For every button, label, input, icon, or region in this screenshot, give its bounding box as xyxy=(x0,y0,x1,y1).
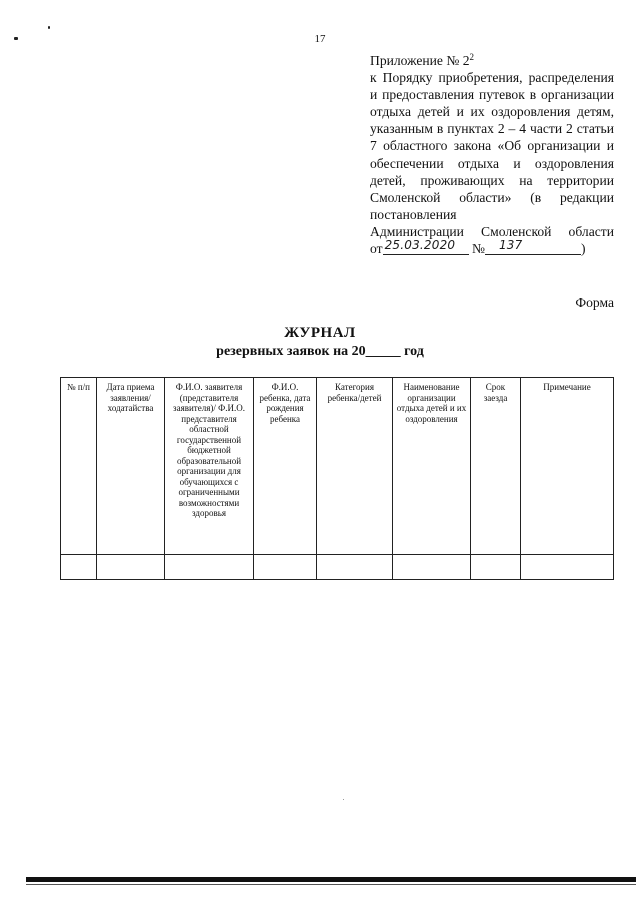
date-suffix: ) xyxy=(580,241,586,257)
scan-speck xyxy=(343,799,344,800)
number-prefix: № xyxy=(471,241,485,257)
appendix-block xyxy=(370,52,614,257)
column-header-date: Дата приема заявления/ ходатайства xyxy=(97,378,165,555)
scan-speck xyxy=(48,26,50,29)
date-field xyxy=(383,237,469,255)
document-title xyxy=(0,324,640,361)
table-cell xyxy=(165,555,254,580)
column-header-category: Категория ребенка/детей xyxy=(317,378,393,555)
table-cell xyxy=(254,555,317,580)
column-header-note: Примечание xyxy=(521,378,614,555)
number-field xyxy=(485,237,581,255)
table-cell xyxy=(317,555,393,580)
table-cell xyxy=(471,555,521,580)
document-title-main: ЖУРНАЛ xyxy=(284,325,356,341)
appendix-body-last-line: Администрации Смоленской области xyxy=(370,223,614,239)
appendix-body: к Порядку приобретения, распределения и предоставления путевок в организации отдыха детей и их оздоровления детям, указанным в пунктах 2 – 4 части 2 статьи 7 областного закона «Об организации и обеспечении отдыха и оздоровления детей, проживающих на территории Смоленской области» (в редакции постановления xyxy=(370,70,614,222)
column-header-number: № п/п xyxy=(61,378,97,555)
table-row xyxy=(61,555,614,580)
document-title-sub: резервных заявок на 20_____ год xyxy=(216,344,424,359)
table-cell xyxy=(393,555,471,580)
table-cell xyxy=(521,555,614,580)
column-header-organization: Наименование организации отдыха детей и их оздоровления xyxy=(393,378,471,555)
handwritten-number: 137 xyxy=(498,237,523,252)
appendix-superscript: 2 xyxy=(469,52,475,62)
table-cell xyxy=(61,555,97,580)
table-cell xyxy=(97,555,165,580)
date-prefix: от xyxy=(370,241,383,257)
journal-table xyxy=(60,377,614,580)
handwritten-date: 25.03.2020 xyxy=(384,237,456,252)
column-header-arrival: Срок заезда xyxy=(471,378,521,555)
table-header-row xyxy=(61,378,614,555)
page-number: 17 xyxy=(314,33,326,45)
column-header-child: Ф.И.О. ребенка, дата рождения ребенка xyxy=(254,378,317,555)
bottom-rule xyxy=(26,877,636,882)
appendix-title: Приложение № $2^2$ xyxy=(370,52,475,68)
form-label: Форма xyxy=(575,295,614,310)
appendix-date-line xyxy=(370,237,614,257)
bottom-rule-thin xyxy=(26,884,636,885)
column-header-applicant: Ф.И.О. заявителя (представителя заявителя)/ Ф.И.О. представителя областной государственной бюджетной образовательной организации для обучающихся с ограниченными возможностями здоровья xyxy=(165,378,254,555)
